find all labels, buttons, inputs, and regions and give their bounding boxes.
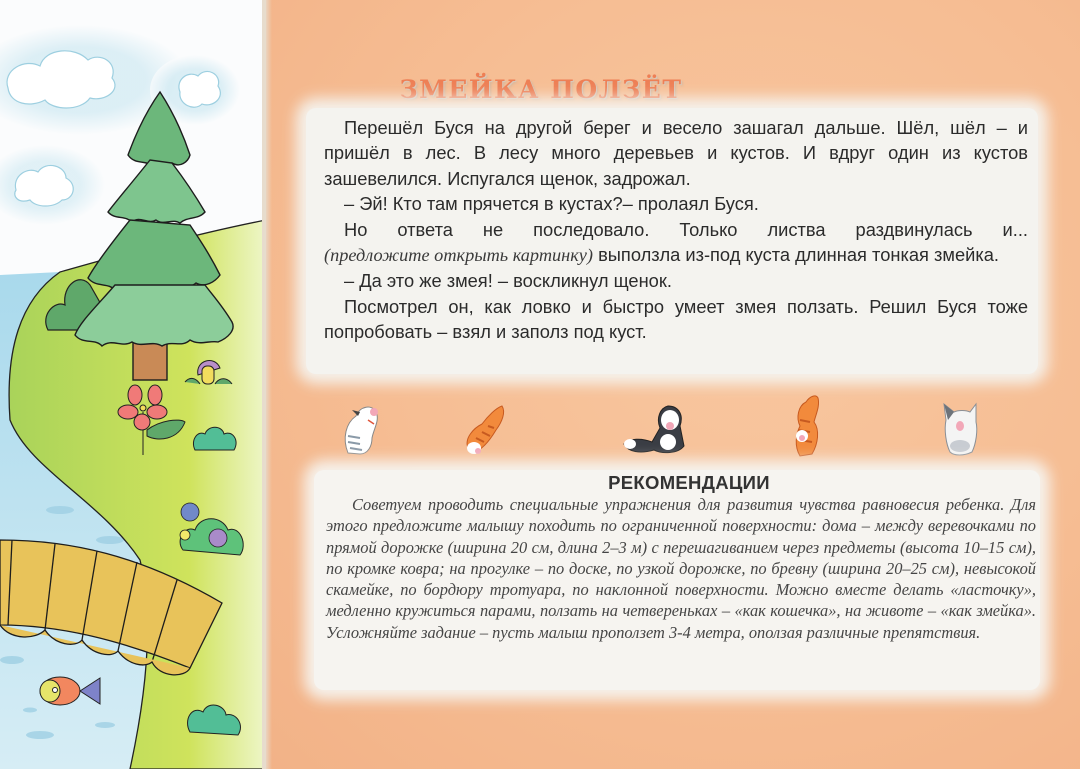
- story-paragraph: Перешёл Буся на другой берег и весело зашагал дальше. Шёл, шёл – и пришёл в лес. В лесу много деревьев и кустов. И вдруг один из кустов зашевелился. Испугался щенок, задрожал.: [324, 117, 1028, 189]
- kitten-icon: [338, 398, 382, 456]
- kitten-icon: [940, 400, 980, 456]
- reader-hint: (предложите открыть картинку): [324, 245, 593, 266]
- story-paragraph: – Эй! Кто там прячется в кустах?– пролаял Буся.: [344, 193, 759, 215]
- story-text: выползла из-под куста длинная тонкая змейка.: [593, 244, 999, 266]
- recommendations-heading: РЕКОМЕНДАЦИИ: [608, 472, 770, 493]
- story-title: ЗМЕЙКА ПОЛЗЁТ: [399, 74, 683, 104]
- kitten-icon: [462, 398, 508, 458]
- story-paragraph: [324, 242, 1028, 268]
- recommendations-text: Советуем проводить специальные упражнения для развития чувства равновесия ребенка. Для этого предложите малышу походить по ограниченной поверхности: дома – между веревочками по прямой дорожке (ширина 20 см, длина 2–3 м) с перешагиванием через предметы (высота 10–15 см), по кромке ковра; на прогулке – по доске, по узкой дорожке, по бревну (ширина 20–25 см), невысокой скамейке, по бордюру тротуара, по наклонной поверхности. Можно вместе делать «ласточку», медленно кружиться парами, ползать на четвереньках – «как кошечка», на животе – «как змейка». Усложняйте задание – пусть малыш проползет 3-4 метра, оползая различные препятствия.: [326, 495, 1036, 642]
- illustration-panel: [0, 0, 266, 769]
- forest-river-scene: [0, 0, 266, 769]
- story-text-box: [306, 108, 1038, 374]
- story-paragraph: – Да это же змея! – воскликнул щенок.: [344, 270, 672, 292]
- recommendations-box: [314, 470, 1040, 690]
- kitten-icon: [620, 398, 694, 458]
- story-paragraph: Посмотрел он, как ловко и быстро умеет змея ползать. Решил Буся тоже попробовать – взял и заполз под куст.: [324, 295, 1028, 343]
- kitten-icon: [786, 392, 826, 458]
- story-paragraph: Но ответа не последовало. Только листва раздвинулась и...: [344, 218, 1028, 240]
